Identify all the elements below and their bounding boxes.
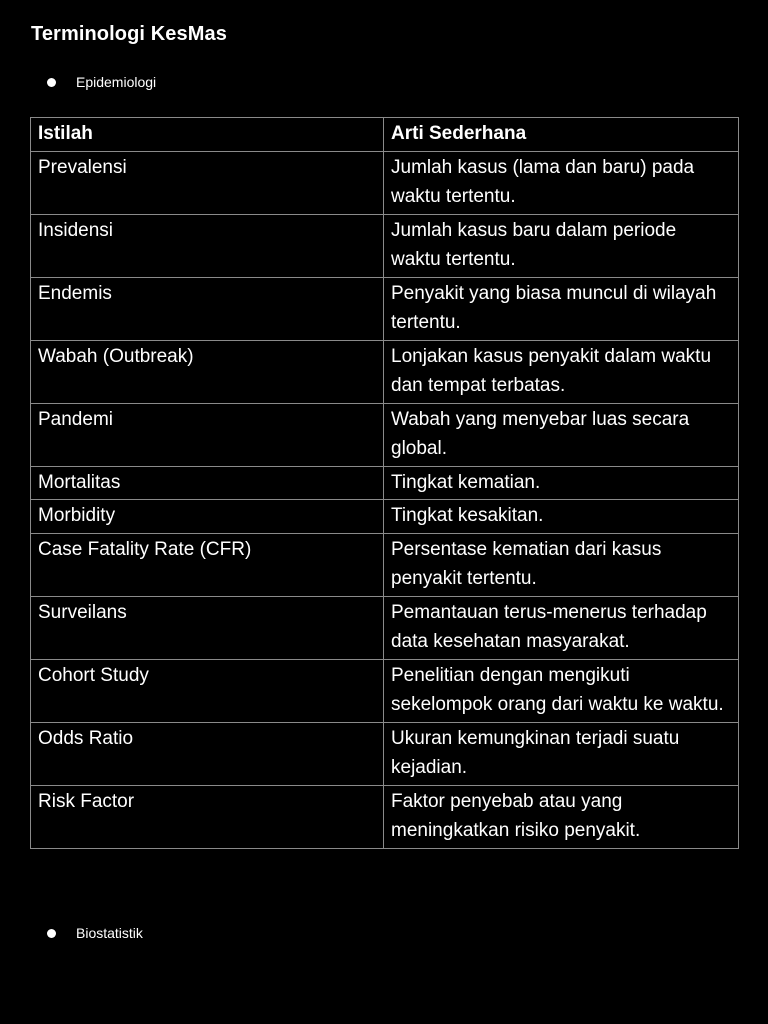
- bullet-label: Epidemiologi: [76, 74, 157, 90]
- bullet-item-epidemiologi: [47, 72, 156, 92]
- bullet-label: Biostatistik: [76, 925, 143, 941]
- definition-cell: Lonjakan kasus penyakit dalam waktu dan tempat terbatas.: [384, 340, 739, 403]
- definition-cell: Wabah yang menyebar luas secara global.: [384, 403, 739, 466]
- terminology-table: [30, 117, 739, 849]
- definition-cell: Jumlah kasus (lama dan baru) pada waktu tertentu.: [384, 151, 739, 214]
- table-row: [31, 214, 739, 277]
- table-row: [31, 533, 739, 596]
- table-row: [31, 277, 739, 340]
- definition-cell: Tingkat kematian.: [384, 466, 739, 500]
- term-cell: Mortalitas: [31, 466, 384, 500]
- term-cell: Morbidity: [31, 500, 384, 534]
- term-cell: Risk Factor: [31, 785, 384, 848]
- table-row: [31, 785, 739, 848]
- bullet-dot-icon: [47, 929, 56, 938]
- definition-cell: Pemantauan terus-menerus terhadap data kesehatan masyarakat.: [384, 596, 739, 659]
- column-header-istilah: Istilah: [31, 118, 384, 152]
- table-row: [31, 340, 739, 403]
- definition-cell: Penelitian dengan mengikuti sekelompok orang dari waktu ke waktu.: [384, 659, 739, 722]
- term-cell: Surveilans: [31, 596, 384, 659]
- term-cell: Odds Ratio: [31, 722, 384, 785]
- definition-cell: Penyakit yang biasa muncul di wilayah tertentu.: [384, 277, 739, 340]
- definition-cell: Ukuran kemungkinan terjadi suatu kejadian.: [384, 722, 739, 785]
- table-header-row: [31, 118, 739, 152]
- table-row: [31, 722, 739, 785]
- page-title: Terminologi KesMas: [31, 23, 227, 45]
- bullet-item-biostatistik: [47, 923, 143, 943]
- term-cell: Case Fatality Rate (CFR): [31, 533, 384, 596]
- column-header-arti: Arti Sederhana: [384, 118, 739, 152]
- term-cell: Cohort Study: [31, 659, 384, 722]
- table-row: [31, 500, 739, 534]
- table-row: [31, 596, 739, 659]
- table-row: [31, 466, 739, 500]
- term-cell: Insidensi: [31, 214, 384, 277]
- definition-cell: Faktor penyebab atau yang meningkatkan risiko penyakit.: [384, 785, 739, 848]
- term-cell: Prevalensi: [31, 151, 384, 214]
- term-cell: Pandemi: [31, 403, 384, 466]
- term-cell: Wabah (Outbreak): [31, 340, 384, 403]
- table-row: [31, 151, 739, 214]
- term-cell: Endemis: [31, 277, 384, 340]
- table-row: [31, 659, 739, 722]
- bullet-dot-icon: [47, 78, 56, 87]
- definition-cell: Tingkat kesakitan.: [384, 500, 739, 534]
- definition-cell: Jumlah kasus baru dalam periode waktu tertentu.: [384, 214, 739, 277]
- definition-cell: Persentase kematian dari kasus penyakit tertentu.: [384, 533, 739, 596]
- table-row: [31, 403, 739, 466]
